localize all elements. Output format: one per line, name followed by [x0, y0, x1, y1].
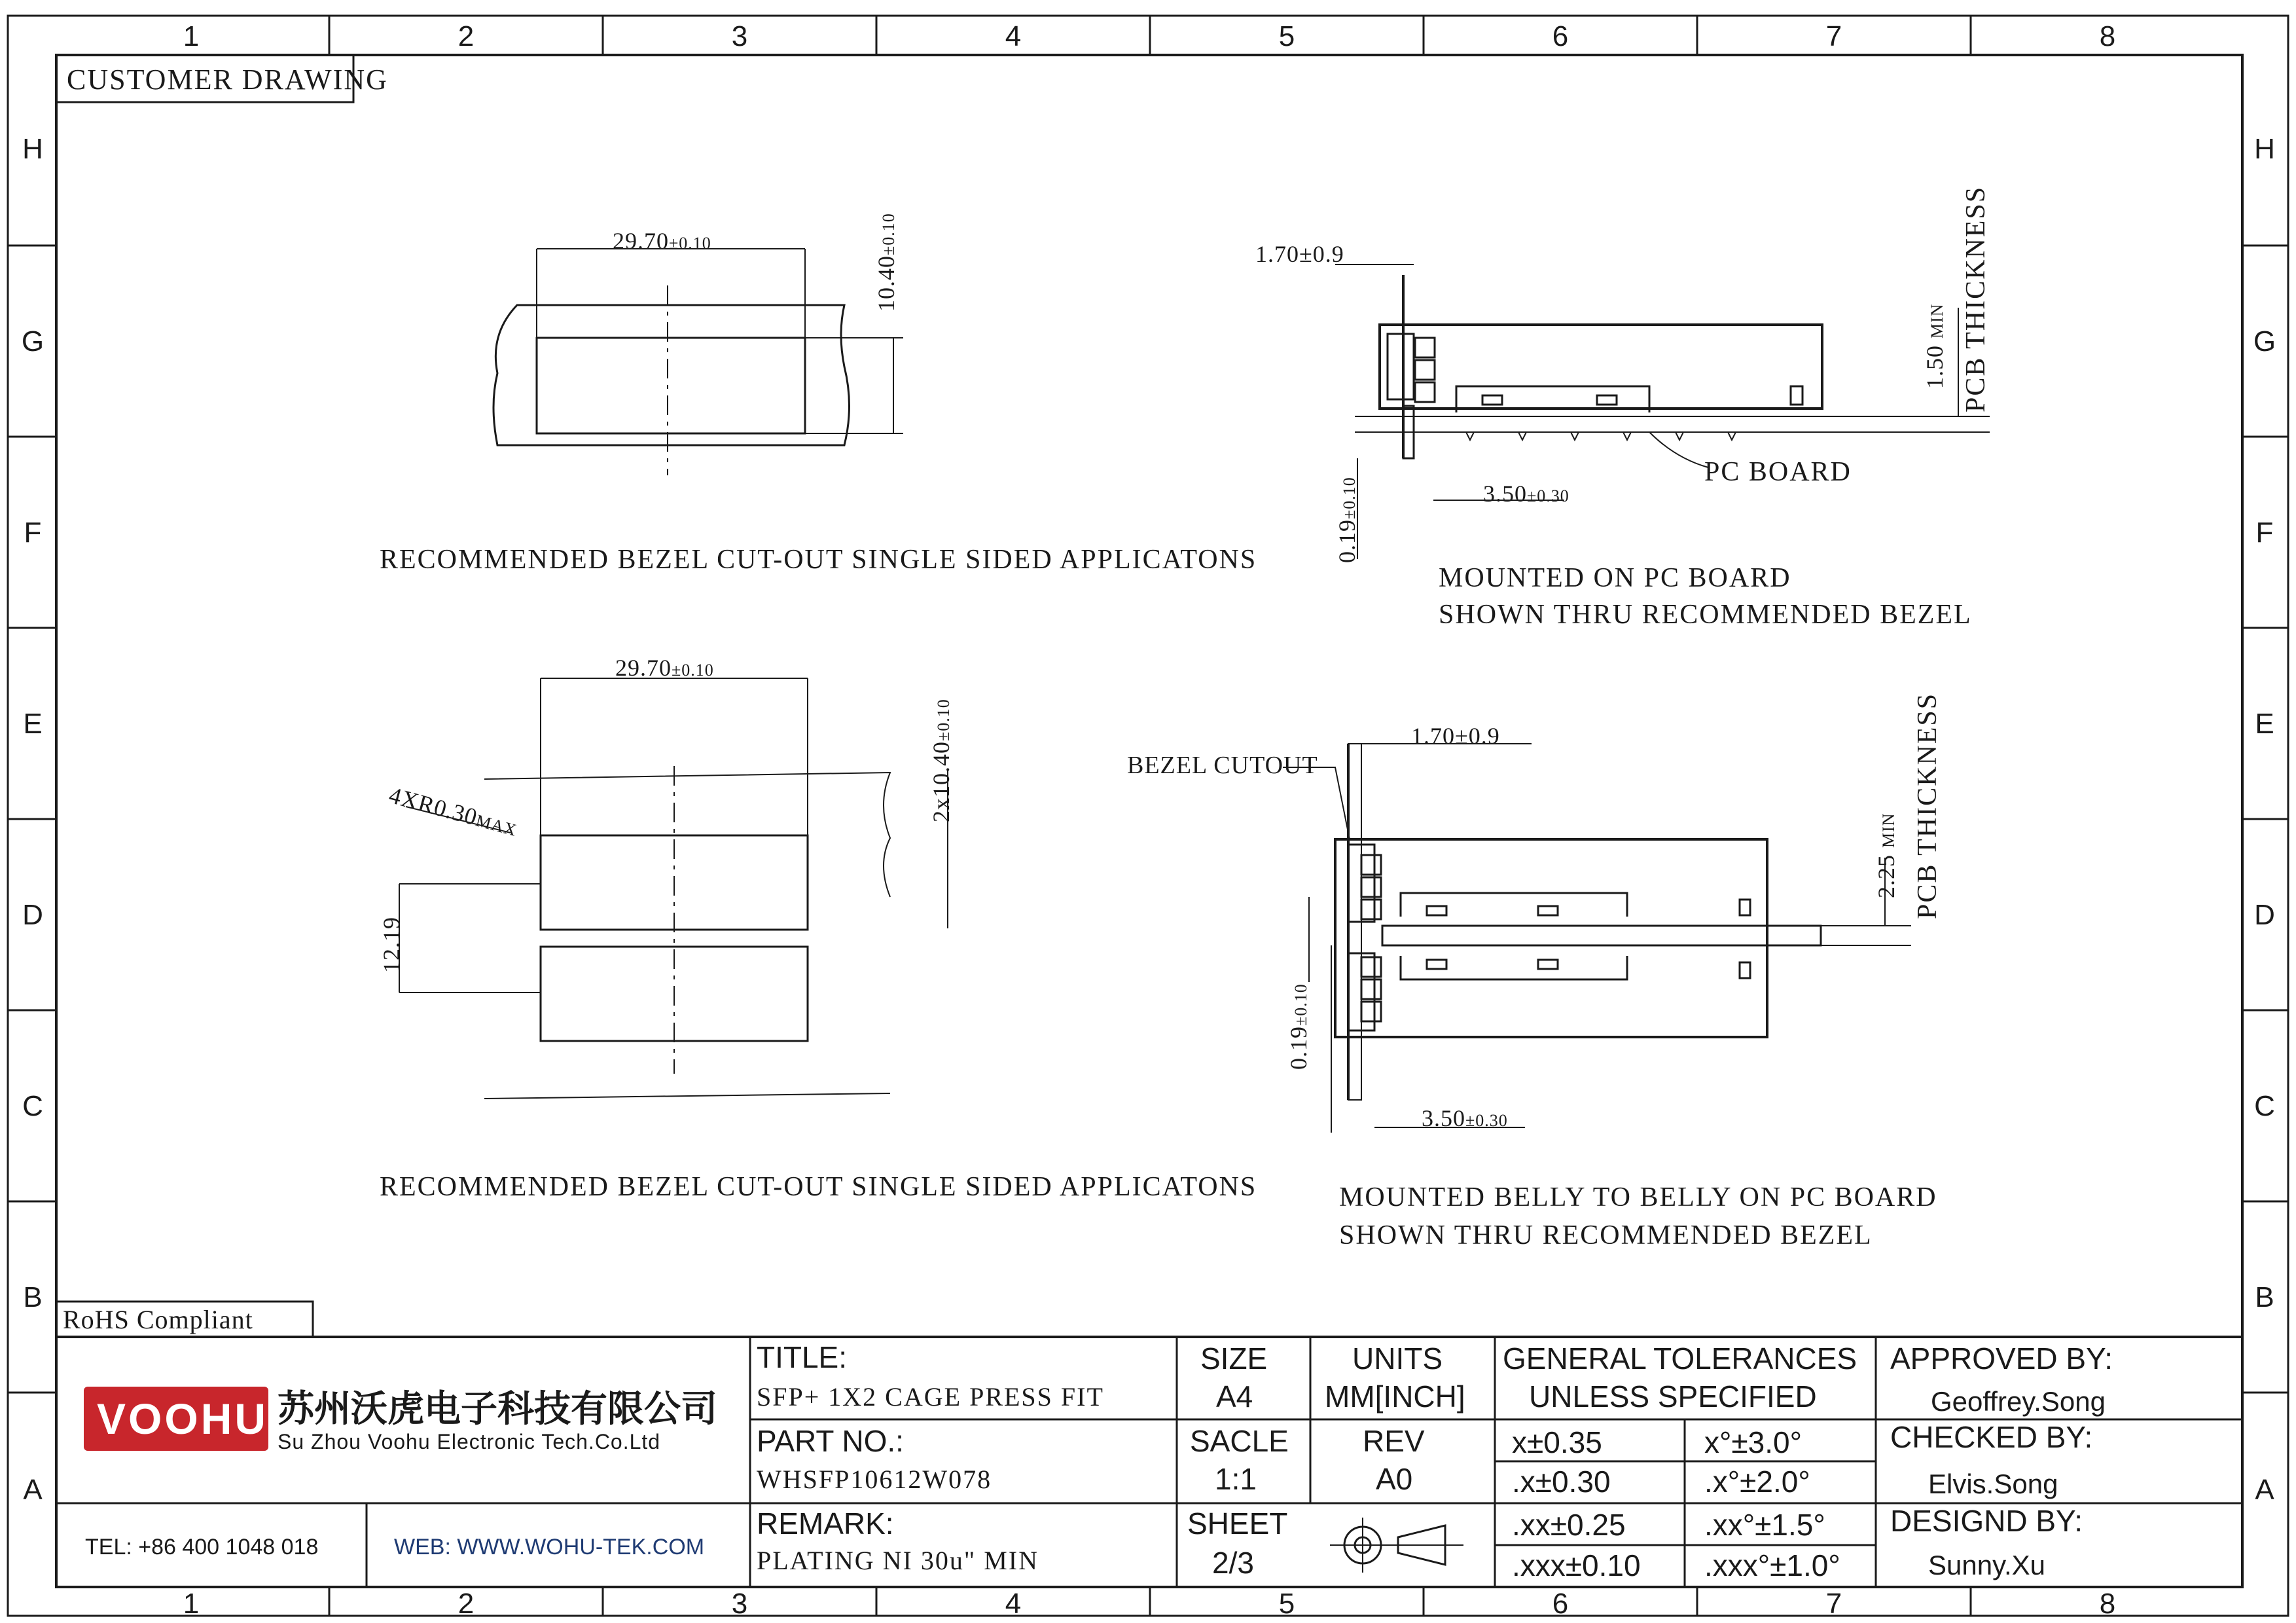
units-label: UNITS	[1352, 1341, 1443, 1376]
title-value: SFP+ 1X2 CAGE PRESS FIT	[757, 1382, 1104, 1412]
row-label: D	[2254, 899, 2275, 931]
column-label: 2	[457, 20, 475, 52]
designed-by-label: DESIGND BY:	[1890, 1504, 2083, 1538]
column-ticks	[329, 16, 1971, 1620]
view-caption: RECOMMENDED BEZEL CUT-OUT SINGLE SIDED APPLICATONS	[380, 545, 1257, 575]
part-number-value: WHSFP10612W078	[757, 1465, 992, 1494]
tolerance-linear: .xx±0.25	[1512, 1508, 1626, 1542]
tolerance-angular: .xx°±1.5°	[1704, 1508, 1825, 1542]
view-bottom-right-outline	[1283, 744, 1911, 1133]
row-label: E	[2255, 708, 2274, 740]
pcb-thickness-label: PCB THICKNESS	[1912, 692, 1943, 919]
row-label: D	[22, 899, 43, 931]
row-label: A	[2255, 1474, 2274, 1506]
column-label: 1	[183, 1588, 200, 1620]
row-label: H	[2254, 133, 2275, 165]
row-label: C	[22, 1090, 43, 1122]
checked-by-label: CHECKED BY:	[1890, 1420, 2093, 1454]
column-label: 7	[1825, 20, 1842, 52]
view-top-right-outline	[1335, 264, 1990, 559]
tolerance-linear: .x±0.30	[1512, 1465, 1611, 1499]
column-label: 4	[1005, 20, 1022, 52]
tolerances-subtitle: UNLESS SPECIFIED	[1529, 1379, 1817, 1413]
contact-tel: TEL: +86 400 1048 018	[85, 1535, 319, 1559]
tolerance-angular: x°±3.0°	[1704, 1425, 1802, 1459]
gap-dimension: 0.19±0.10	[1334, 477, 1360, 563]
pcb-thickness-dimension: 2.25 MIN	[1873, 812, 1899, 898]
row-label: B	[2255, 1281, 2274, 1313]
row-label: F	[2255, 517, 2274, 549]
column-label: 3	[731, 1588, 748, 1620]
pcb-thickness-label: PCB THICKNESS	[1961, 185, 1991, 412]
part-number-label: PART NO.:	[757, 1424, 904, 1458]
drawing-type-label: CUSTOMER DRAWING	[67, 64, 388, 96]
units-value: MM[INCH]	[1325, 1379, 1465, 1413]
height-dimension: 10.40±0.10	[873, 213, 899, 312]
outer-border	[8, 16, 2288, 1620]
row-label: B	[23, 1281, 43, 1313]
tolerances-title: GENERAL TOLERANCES	[1503, 1341, 1857, 1376]
offset-dimension: 3.50±0.30	[1422, 1105, 1508, 1131]
sheet-label: SHEET	[1187, 1506, 1288, 1541]
pc-board-label: PC BOARD	[1704, 457, 1852, 487]
row-label: G	[2253, 325, 2276, 357]
column-label: 6	[1552, 20, 1569, 52]
company-name-cn: 苏州沃虎电子科技有限公司	[278, 1388, 717, 1429]
row-label: C	[2254, 1090, 2275, 1122]
view-caption-line2: SHOWN THRU RECOMMENDED BEZEL	[1339, 1220, 1873, 1250]
size-value: A4	[1216, 1379, 1253, 1413]
row-ticks	[8, 246, 2288, 1393]
size-label: SIZE	[1200, 1341, 1268, 1376]
height-dimension: 2x10.40±0.10	[928, 699, 954, 822]
row-label: G	[21, 325, 45, 357]
column-label: 8	[2099, 1588, 2116, 1620]
checked-by-value: Elvis.Song	[1928, 1468, 2058, 1499]
remark-value: PLATING NI 30u" MIN	[757, 1546, 1039, 1575]
tolerance-angular: .x°±2.0°	[1704, 1465, 1810, 1499]
company-logo: VOOHU	[97, 1395, 269, 1443]
remark-label: REMARK:	[757, 1506, 894, 1541]
width-dimension: 29.70±0.10	[613, 228, 711, 254]
title-label: TITLE:	[757, 1340, 848, 1374]
column-label: 6	[1552, 1588, 1569, 1620]
tolerance-linear: .xxx±0.10	[1512, 1548, 1641, 1582]
rev-label: REV	[1363, 1424, 1425, 1458]
column-label: 3	[731, 20, 748, 52]
row-label: A	[23, 1474, 43, 1506]
bezel-cutout-label: BEZEL CUTOUT	[1127, 752, 1318, 779]
tolerance-angular: .xxx°±1.0°	[1704, 1548, 1840, 1582]
approved-by-value: Geoffrey.Song	[1931, 1386, 2106, 1417]
view-caption: RECOMMENDED BEZEL CUT-OUT SINGLE SIDED APPLICATONS	[380, 1172, 1257, 1202]
offset-dimension: 3.50±0.30	[1483, 481, 1570, 507]
view-top-left-outline	[493, 249, 903, 475]
scale-label: SACLE	[1190, 1424, 1289, 1458]
approved-by-label: APPROVED BY:	[1890, 1341, 2113, 1376]
designed-by-value: Sunny.Xu	[1928, 1550, 2046, 1580]
bezel-thickness-dimension: 1.70±0.9	[1255, 241, 1344, 267]
bezel-thickness-dimension: 1.70±0.9	[1411, 723, 1500, 749]
contact-web: WEB: WWW.WOHU-TEK.COM	[394, 1535, 705, 1559]
view-caption-line2: SHOWN THRU RECOMMENDED BEZEL	[1439, 600, 1972, 630]
row-label: H	[22, 133, 43, 165]
pcb-thickness-dimension: 1.50 MIN	[1922, 303, 1948, 389]
column-label: 7	[1825, 1588, 1842, 1620]
sheet-value: 2/3	[1212, 1546, 1254, 1580]
company-name-en: Su Zhou Voohu Electronic Tech.Co.Ltd	[278, 1430, 661, 1453]
row-label: E	[23, 708, 43, 740]
column-label: 5	[1278, 20, 1295, 52]
column-label: 4	[1005, 1588, 1022, 1620]
scale-value: 1:1	[1215, 1462, 1257, 1496]
projection-symbol-icon	[1330, 1518, 1463, 1573]
pitch-dimension: 12.19	[378, 917, 404, 973]
row-label: F	[24, 517, 42, 549]
column-label: 5	[1278, 1588, 1295, 1620]
column-label: 1	[183, 20, 200, 52]
view-caption-line1: MOUNTED ON PC BOARD	[1439, 563, 1791, 593]
radius-dimension: 4XR0.30MAX	[386, 782, 520, 840]
tolerance-linear: x±0.35	[1512, 1425, 1602, 1459]
column-label: 2	[457, 1588, 475, 1620]
rev-value: A0	[1376, 1462, 1413, 1496]
column-label: 8	[2099, 20, 2116, 52]
view-caption-line1: MOUNTED BELLY TO BELLY ON PC BOARD	[1339, 1182, 1937, 1213]
view-bottom-left-outline	[399, 678, 948, 1099]
gap-dimension: 0.19±0.10	[1285, 983, 1312, 1070]
width-dimension: 29.70±0.10	[615, 655, 714, 681]
rohs-label: RoHS Compliant	[63, 1305, 253, 1334]
